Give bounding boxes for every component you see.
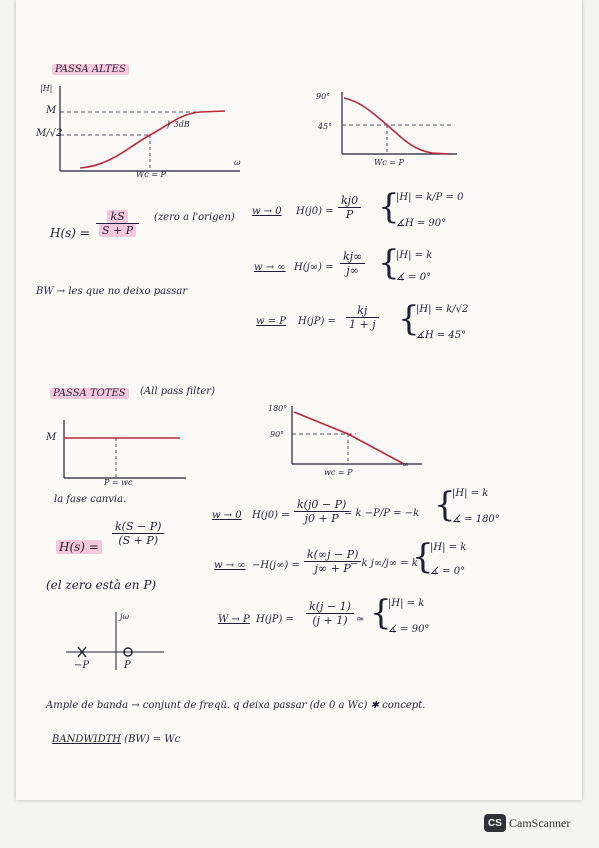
ap-case3-result2: ∡ = 90° xyxy=(388,624,430,635)
camscanner-text: CamScanner xyxy=(509,815,571,830)
jw-axis-label: jω xyxy=(120,612,130,621)
ap-case3-result1: |H| = k xyxy=(388,598,425,609)
ap-case3-brace: { xyxy=(370,593,392,633)
allpass-magnitude-graph xyxy=(60,420,190,482)
pole-zero-plot xyxy=(56,612,166,672)
ap-case1-eval: H(j0) = xyxy=(252,510,290,521)
highpass-hs-fraction: $\frac{kS}{S + P}$ xyxy=(96,210,139,237)
allpass-hs-lhs: H(s) = xyxy=(56,540,102,554)
allpass-wc-mark: wc = P xyxy=(324,468,353,477)
hp-case2-fraction: $\frac{kj\infty}{j\infty}$ xyxy=(340,250,365,277)
allpass-p-wc-mark: P = wc xyxy=(104,478,133,487)
allpass-infinity-mark: ∞ xyxy=(402,460,409,469)
ap-case1-mid: = k −P/P = −k xyxy=(344,508,420,519)
ap-case2-mid: = k j∞/j∞ = k xyxy=(350,558,418,569)
magnitude-axis-label: |H| xyxy=(40,84,53,93)
hp-case2-result2: ∡ = 0° xyxy=(396,272,432,283)
ap-case3-eval: H(jP) = xyxy=(256,614,294,625)
hp-case3-eval: H(jP) = xyxy=(298,316,336,327)
ap-case1-result2: ∡ = 180° xyxy=(452,514,500,525)
allpass-hs-fraction: $\frac{k(S - P)}{(S + P)}$ xyxy=(112,520,164,547)
allpass-phase-180: 180° xyxy=(268,404,288,413)
camscanner-watermark xyxy=(484,814,570,832)
phase-change-note: la fase canvia. xyxy=(54,494,127,505)
zero-origin-note: (zero a l'origen) xyxy=(154,212,235,223)
wc-mark-label: Wc = P xyxy=(136,170,166,179)
ap-case2-cond: w → ∞ xyxy=(214,560,246,571)
hp-case2-brace: { xyxy=(378,243,400,283)
phase-45-label: 45° xyxy=(318,122,333,131)
omega-axis-label: ω xyxy=(234,158,241,167)
hp-case1-cond: w → 0 xyxy=(252,206,282,217)
zero-label: P xyxy=(124,660,131,671)
hp-case2-eval: H(j∞) = xyxy=(294,262,334,273)
hp-case1-brace: { xyxy=(378,187,400,227)
ap-case3-mid: ≃ xyxy=(356,614,365,625)
allpass-level-m: M xyxy=(46,432,57,443)
bandwidth-formula: BANDWIDTH (BW) = Wc xyxy=(52,734,181,745)
highpass-hs-lhs: H(s) = xyxy=(50,226,90,240)
section-title-passa-altes: PASSA ALTES xyxy=(52,64,129,75)
ap-case3-fraction: $\frac{k(j - 1)}{(j + 1)}$ xyxy=(306,600,354,627)
phase-wc-mark-label: Wc = P xyxy=(374,158,404,167)
hp-case3-result1: |H| = k/√2 xyxy=(416,304,469,315)
hp-case1-result1: |H| = k/P = 0 xyxy=(396,192,464,203)
allpass-phase-90: 90° xyxy=(270,430,285,439)
ap-case1-cond: w → 0 xyxy=(212,510,242,521)
three-db-label: } 3dB xyxy=(166,120,190,129)
hp-case2-cond: w → ∞ xyxy=(254,262,286,273)
level-m-label: M xyxy=(46,105,57,116)
hp-case2-result1: |H| = k xyxy=(396,250,433,261)
bandwidth-definition: Ample de banda → conjunt de freqü. q deixa passar (de 0 a Wc) ✱ concept. xyxy=(46,700,426,711)
hp-case1-eval: H(j0) = xyxy=(296,206,334,217)
ap-case1-fraction: $\frac{k(j0 - P)}{j0 + P}$ xyxy=(294,498,349,525)
level-m-sqrt2-label: M/√2 xyxy=(36,128,63,139)
ap-case2-result2: ∡ = 0° xyxy=(430,566,466,577)
pole-label: −P xyxy=(74,660,90,671)
zero-at-p-note: (el zero està en P) xyxy=(46,578,157,592)
camscanner-logo: CS xyxy=(484,814,506,832)
ap-case3-cond: W → P xyxy=(218,614,250,625)
hp-case3-brace: { xyxy=(398,299,420,339)
highpass-magnitude-graph xyxy=(40,86,250,181)
allpass-phase-graph xyxy=(286,406,426,468)
hp-case1-result2: ∡H = 90° xyxy=(396,218,447,229)
ap-case1-result1: |H| = k xyxy=(452,488,489,499)
hp-case1-fraction: $\frac{kj0}{P}$ xyxy=(338,194,361,221)
ap-case2-eval: −H(j∞) = xyxy=(252,560,300,571)
section-title-passa-totes: PASSA TOTES xyxy=(50,388,129,399)
highpass-phase-graph xyxy=(332,92,462,162)
hp-case3-cond: w = P xyxy=(256,316,287,327)
hp-case3-fraction: $\frac{kj}{1 + j}$ xyxy=(346,304,379,331)
hp-case3-result2: ∡H = 45° xyxy=(416,330,467,341)
all-pass-subtitle: (All pass filter) xyxy=(140,386,215,397)
ap-case2-result1: |H| = k xyxy=(430,542,467,553)
ap-case2-fraction: $\frac{k(\infty j - P)}{j\infty + P}$ xyxy=(304,548,361,575)
phase-90-label: 90° xyxy=(316,92,331,101)
bw-note: BW → les que no deixo passar xyxy=(36,286,188,297)
ap-case1-brace: { xyxy=(434,485,456,525)
ap-case2-brace: { xyxy=(412,537,434,577)
